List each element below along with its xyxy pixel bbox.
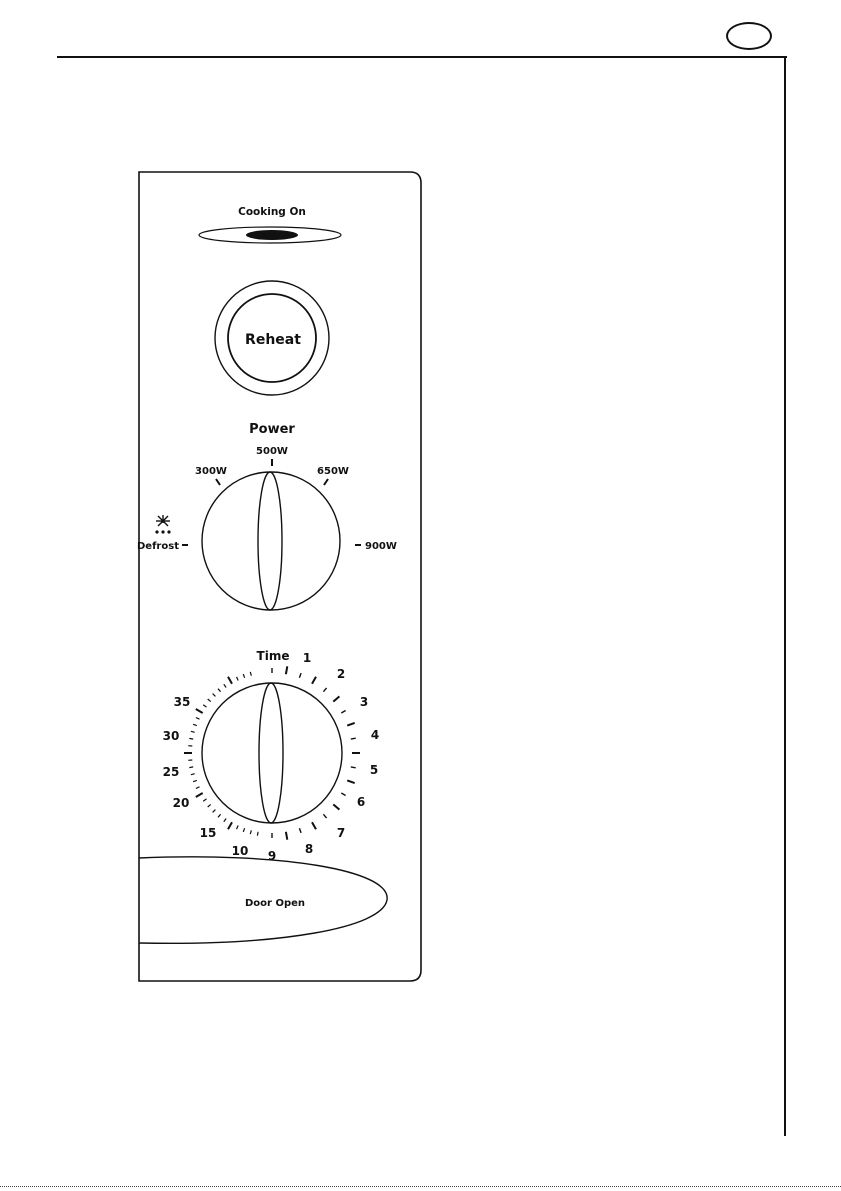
time-number-1: 1 xyxy=(302,651,312,665)
time-title: Time xyxy=(256,649,290,663)
time-number-9: 9 xyxy=(267,849,277,863)
time-number-10: 10 xyxy=(231,844,249,858)
time-tick xyxy=(208,699,211,702)
time-tick xyxy=(312,677,316,684)
time-ticks xyxy=(184,666,360,839)
time-tick xyxy=(351,738,356,739)
power-setting-900w: 900W xyxy=(365,541,397,552)
power-setting-650w: 650W xyxy=(317,466,349,477)
time-tick xyxy=(341,793,345,796)
time-tick xyxy=(224,819,226,822)
time-tick xyxy=(191,731,195,732)
reheat-label: Reheat xyxy=(245,332,301,348)
time-number-25: 25 xyxy=(162,765,180,779)
defrost-label: Defrost xyxy=(137,541,179,552)
time-tick xyxy=(323,814,326,818)
time-tick xyxy=(218,689,221,692)
time-tick xyxy=(347,780,355,783)
time-tick xyxy=(347,723,355,726)
time-tick xyxy=(341,711,345,714)
cooking-on-label: Cooking On xyxy=(238,206,306,218)
time-knob[interactable] xyxy=(202,683,342,823)
time-tick xyxy=(191,774,195,775)
time-tick xyxy=(218,814,221,817)
time-number-2: 2 xyxy=(336,667,346,681)
time-number-15: 15 xyxy=(199,826,217,840)
time-tick xyxy=(213,810,216,813)
door-open-label: Door Open xyxy=(244,898,306,909)
power-tick-650w xyxy=(324,479,328,485)
time-tick xyxy=(196,787,200,789)
time-tick xyxy=(196,718,200,720)
snowflake-drops-icon xyxy=(155,515,170,534)
power-knob[interactable] xyxy=(202,472,340,610)
time-number-35: 35 xyxy=(173,695,191,709)
time-tick xyxy=(193,724,197,725)
time-tick xyxy=(257,832,258,836)
time-number-8: 8 xyxy=(304,842,314,856)
time-tick xyxy=(299,828,301,833)
time-tick xyxy=(351,767,356,768)
time-tick xyxy=(196,709,203,713)
time-tick xyxy=(312,822,316,829)
time-number-6: 6 xyxy=(356,795,366,809)
power-title: Power xyxy=(249,422,295,437)
cooking-indicator-lamp xyxy=(246,230,298,240)
time-tick xyxy=(189,738,193,739)
time-number-3: 3 xyxy=(359,695,369,709)
time-tick xyxy=(193,780,197,781)
time-tick xyxy=(203,799,206,801)
time-tick xyxy=(224,684,226,687)
time-tick xyxy=(250,830,251,834)
time-number-20: 20 xyxy=(172,796,190,810)
time-number-7: 7 xyxy=(336,826,346,840)
time-tick xyxy=(333,804,339,809)
time-tick xyxy=(208,804,211,807)
time-tick xyxy=(213,694,216,697)
reheat-button[interactable] xyxy=(215,281,329,395)
time-tick xyxy=(333,696,339,701)
time-tick xyxy=(243,674,244,678)
door-open-button[interactable] xyxy=(139,857,387,943)
time-tick xyxy=(228,677,232,684)
time-tick xyxy=(196,793,203,797)
time-tick xyxy=(228,822,232,829)
time-number-4: 4 xyxy=(370,728,380,742)
power-setting-300w: 300W xyxy=(195,466,227,477)
time-number-5: 5 xyxy=(369,763,379,777)
time-tick xyxy=(299,673,301,678)
time-tick xyxy=(203,705,206,707)
time-tick xyxy=(286,666,287,674)
time-tick xyxy=(243,828,244,832)
time-tick xyxy=(237,677,239,681)
power-tick-300w xyxy=(216,479,220,485)
time-tick xyxy=(237,826,239,830)
time-tick xyxy=(286,832,287,840)
power-setting-500w: 500W xyxy=(256,446,288,457)
time-number-30: 30 xyxy=(162,729,180,743)
time-tick xyxy=(323,688,326,692)
time-tick xyxy=(250,672,251,676)
time-tick xyxy=(189,767,193,768)
